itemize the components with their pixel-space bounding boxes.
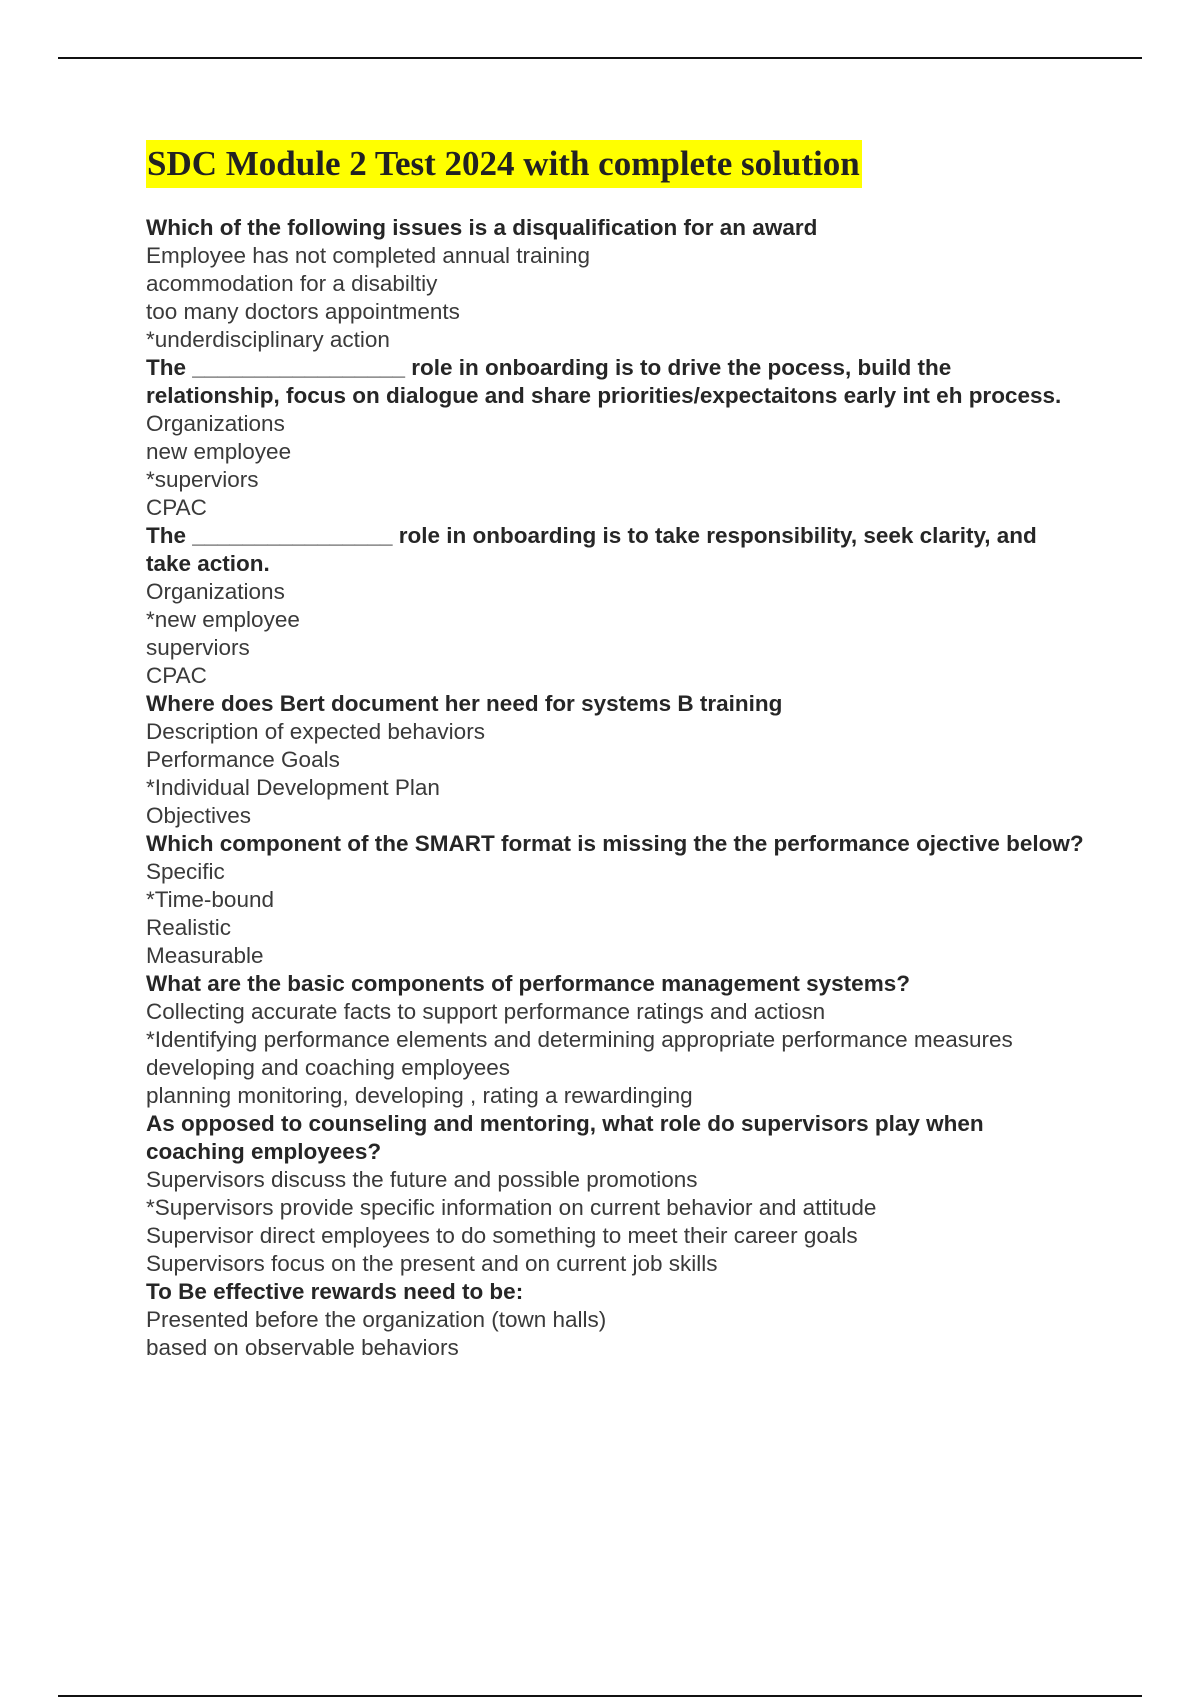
answer-option: Supervisors discuss the future and possible promotions xyxy=(146,1167,698,1192)
question-text: The _________________ role in onboarding is to drive the pocess, build the relationship, focus on dialogue and share priorities/expectaitons early int eh process. xyxy=(146,355,1062,408)
answer-option: too many doctors appointments xyxy=(146,299,460,324)
footer-rule xyxy=(58,1695,1142,1697)
answer-option: Organizations xyxy=(146,579,285,604)
question-block xyxy=(146,522,1086,690)
question-list xyxy=(146,214,1086,1362)
answer-option: *underdisciplinary action xyxy=(146,327,390,352)
question-text: As opposed to counseling and mentoring, what role do supervisors play when coaching employees? xyxy=(146,1111,984,1164)
answer-option: Supervisors focus on the present and on current job skills xyxy=(146,1251,718,1276)
header-rule xyxy=(58,57,1142,59)
answer-option: Performance Goals xyxy=(146,747,340,772)
document-body xyxy=(146,140,1086,1362)
answer-options xyxy=(146,242,1086,354)
answer-option: based on observable behaviors xyxy=(146,1335,459,1360)
answer-option: Presented before the organization (town halls) xyxy=(146,1307,607,1332)
answer-option: Collecting accurate facts to support performance ratings and actiosn xyxy=(146,999,826,1024)
answer-option: Description of expected behaviors xyxy=(146,719,485,744)
answer-option: *Time-bound xyxy=(146,887,274,912)
answer-options xyxy=(146,998,1086,1110)
answer-option: acommodation for a disabiltiy xyxy=(146,271,438,296)
answer-options xyxy=(146,410,1086,522)
question-block xyxy=(146,354,1086,522)
answer-option: Employee has not completed annual training xyxy=(146,243,591,268)
question-block xyxy=(146,970,1086,1110)
question-text: What are the basic components of performance management systems? xyxy=(146,971,910,996)
answer-option: *Individual Development Plan xyxy=(146,775,440,800)
answer-option: Supervisor direct employees to do something to meet their career goals xyxy=(146,1223,858,1248)
question-text: The ________________ role in onboarding is to take responsibility, seek clarity, and take action. xyxy=(146,523,1037,576)
answer-option: Organizations xyxy=(146,411,285,436)
answer-option: CPAC xyxy=(146,663,207,688)
question-text: Which of the following issues is a disqualification for an award xyxy=(146,215,818,240)
answer-option: Specific xyxy=(146,859,225,884)
answer-option: developing and coaching employees xyxy=(146,1055,511,1080)
answer-option: planning monitoring, developing , rating a rewardinging xyxy=(146,1083,693,1108)
question-text: Which component of the SMART format is missing the the performance ojective below? xyxy=(146,831,1084,856)
answer-option: *Supervisors provide specific information on current behavior and attitude xyxy=(146,1195,877,1220)
question-text: Where does Bert document her need for systems B training xyxy=(146,691,783,716)
question-block xyxy=(146,830,1086,970)
answer-options xyxy=(146,858,1086,970)
answer-option: Measurable xyxy=(146,943,264,968)
answer-options xyxy=(146,1166,1086,1278)
answer-option: CPAC xyxy=(146,495,207,520)
answer-options xyxy=(146,1306,1086,1362)
answer-options xyxy=(146,578,1086,690)
answer-option: new employee xyxy=(146,439,292,464)
answer-option: Realistic xyxy=(146,915,232,940)
question-block xyxy=(146,1110,1086,1278)
document-title: SDC Module 2 Test 2024 with complete solution xyxy=(146,140,862,188)
answer-option: Objectives xyxy=(146,803,252,828)
question-block xyxy=(146,1278,1086,1362)
answer-option: *superviors xyxy=(146,467,259,492)
answer-option: superviors xyxy=(146,635,250,660)
question-text: To Be effective rewards need to be: xyxy=(146,1279,524,1304)
question-block xyxy=(146,690,1086,830)
answer-option: *new employee xyxy=(146,607,300,632)
answer-option: *Identifying performance elements and determining appropriate performance measures xyxy=(146,1027,1013,1052)
question-block xyxy=(146,214,1086,354)
answer-options xyxy=(146,718,1086,830)
